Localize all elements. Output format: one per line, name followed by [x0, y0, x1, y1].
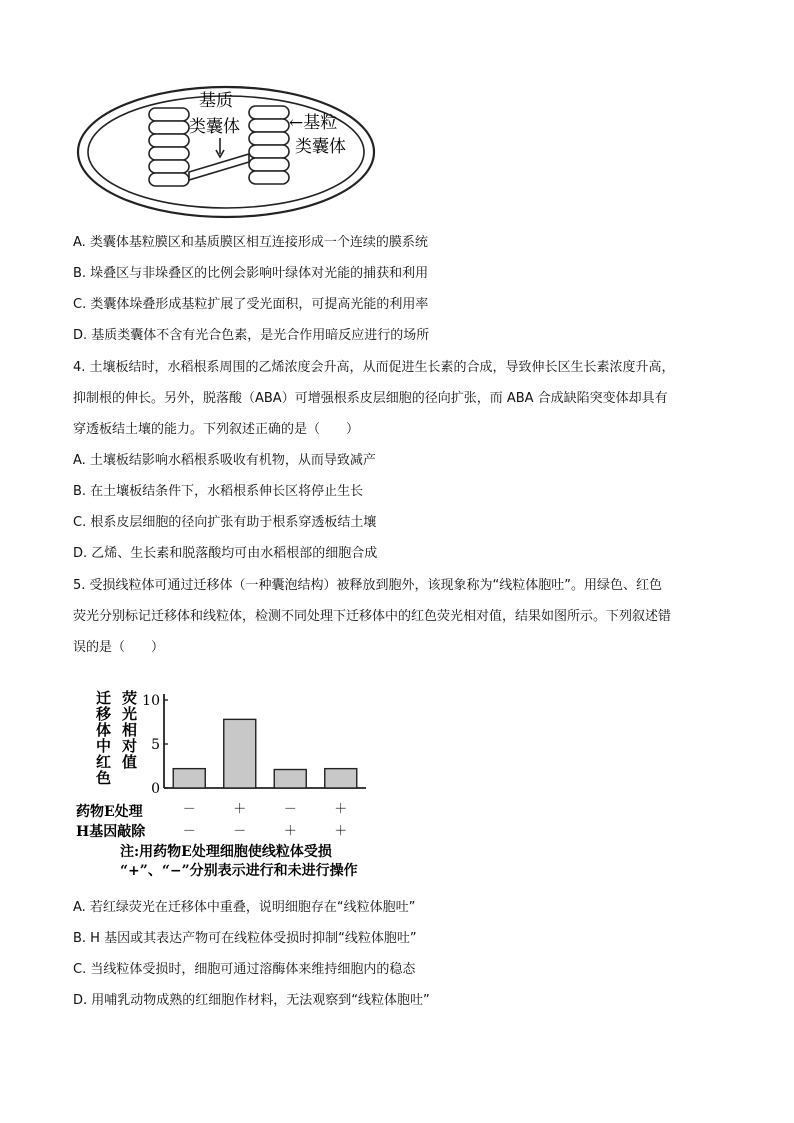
sign-label: － — [182, 802, 196, 817]
q5-option-b: B. H 基因或其表达产物可在线粒体受损时抑制“线粒体胞吐” — [73, 931, 417, 946]
q4-stem-line-1: 4. 土壤板结时，水稻根系周围的乙烯浓度会升高，从而促进生长素的合成，导致伸长区生长素浓度升高， — [73, 360, 675, 375]
q3-option-d: D. 基质类囊体不含有光合色素，是光合作用暗反应进行的场所 — [73, 328, 430, 343]
q5-option-d: D. 用哺乳动物成熟的红细胞作材料，无法观察到“线粒体胞吐” — [73, 993, 430, 1008]
bar — [274, 770, 306, 788]
q4-stem-line-2: 抑制根的伸长。另外，脱落酸（ABA）可增强根系皮层细胞的径向扩张，而 ABA 合成缺陷突变体却具有 — [73, 391, 668, 406]
label-grana: ←基粒 — [289, 113, 338, 133]
row1-label: 药物E处理 — [76, 804, 143, 820]
q3-option-a: A. 类囊体基粒膜区和基质膜区相互连接形成一个连续的膜系统 — [73, 235, 428, 250]
bar-chart — [76, 676, 416, 886]
q5-stem-line-2: 荧光分别标记迁移体和线粒体，检测不同处理下迁移体中的红色荧光相对值，结果如图所示。下列叙述错 — [73, 609, 672, 624]
granum-left — [149, 108, 189, 186]
q5-option-a: A. 若红绿荧光在迁移体中重叠，说明细胞存在“线粒体胞吐” — [73, 900, 416, 915]
q4-option-b: B. 在土壤板结条件下，水稻根系伸长区将停止生长 — [73, 484, 364, 499]
note-line-2: “+”、“−”分别表示进行和未进行操作 — [120, 863, 358, 879]
q4-option-d: D. 乙烯、生长素和脱落酸均可由水稻根部的细胞合成 — [73, 546, 378, 561]
label-stroma-thylakoid: 类囊体 — [189, 117, 240, 137]
sign-label: ＋ — [283, 824, 297, 839]
bar — [325, 769, 357, 788]
sign-label: ＋ — [334, 824, 348, 839]
y-tick-label: 0 — [151, 781, 160, 797]
sign-label: － — [182, 824, 196, 839]
sign-label: ＋ — [233, 802, 247, 817]
label-stroma: 基质 — [199, 91, 233, 111]
ylabel-1: 迁移体中红色 — [94, 690, 112, 786]
q3-option-c: C. 类囊体垛叠形成基粒扩展了受光面积，可提高光能的利用率 — [73, 297, 429, 312]
ylabel-2: 荧光相对值 — [120, 690, 138, 770]
chloroplast-diagram — [76, 84, 382, 220]
q5-option-c: C. 当线粒体受损时，细胞可通过溶酶体来维持细胞内的稳态 — [73, 962, 416, 977]
q3-option-b: B. 垛叠区与非垛叠区的比例会影响叶绿体对光能的捕获和利用 — [73, 266, 429, 281]
bar — [173, 769, 205, 788]
q5-stem-line-3: 误的是（ ） — [73, 640, 165, 655]
y-tick-label: 5 — [151, 737, 160, 753]
q5-stem-line-1: 5. 受损线粒体可通过迁移体（一种囊泡结构）被释放到胞外，该现象称为“线粒体胞吐”。用绿色、红色 — [73, 578, 663, 593]
sign-label: － — [233, 824, 247, 839]
q4-option-a: A. 土壤板结影响水稻根系吸收有机物，从而导致减产 — [73, 453, 376, 468]
note-line-1: 注:用药物E处理细胞使线粒体受损 — [120, 844, 332, 860]
q4-option-c: C. 根系皮层细胞的径向扩张有助于根系穿透板结土壤 — [73, 515, 377, 530]
sign-label: － — [283, 802, 297, 817]
row2-label: H基因敲除 — [76, 824, 146, 840]
sign-label: ＋ — [334, 802, 348, 817]
q4-stem-line-3: 穿透板结土壤的能力。下列叙述正确的是（ ） — [73, 422, 360, 437]
bar — [224, 719, 256, 788]
stroma-thylakoid — [189, 154, 249, 180]
y-tick-label: 10 — [142, 693, 160, 709]
granum-right — [249, 106, 289, 184]
label-grana-thylakoid: 类囊体 — [295, 137, 346, 157]
